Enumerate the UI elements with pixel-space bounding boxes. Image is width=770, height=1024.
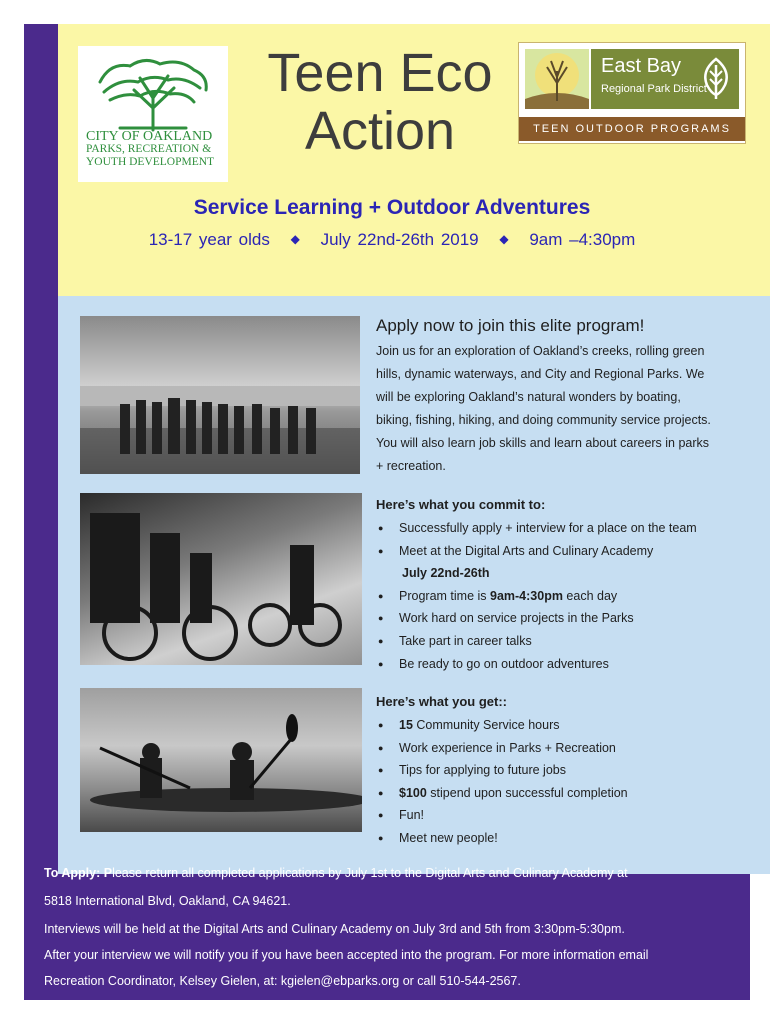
bullet-icon: ●: [378, 720, 384, 730]
list-item: [376, 630, 697, 653]
age-range: 13-17 year olds: [148, 230, 270, 249]
benefits-list: [376, 714, 628, 850]
left-purple-bar: [24, 24, 58, 1000]
commit-heading: Here’s what you commit to:: [376, 497, 546, 512]
oakland-logo-line3: YOUTH DEVELOPMENT: [86, 156, 215, 168]
apply-description: Join us for an exploration of Oakland’s creeks, rolling green hills, dynamic waterways, and City and Regional Parks. We will be exploring Oakland’s natural wonders by boating, biking, fishing, hiking, and doing community service projects. You will also learn job skills and learn about careers in parks + recreation.: [376, 344, 711, 473]
bullet-icon: ●: [378, 613, 384, 624]
diamond-icon: ◆: [290, 232, 300, 246]
bullet-icon: ●: [378, 545, 384, 556]
oakland-logo-line1: CITY OF OAKLAND: [86, 129, 213, 144]
footer-line-3: Interviews will be held at the Digital Arts and Culinary Academy on July 3rd and 5th from 3:30pm-5:30pm.: [44, 922, 625, 936]
list-item: ● $100 stipend upon successful completion: [376, 782, 628, 805]
list-item-text: Work experience in Parks + Recreation: [399, 740, 616, 755]
list-item-text: Take part in career talks: [399, 633, 532, 648]
list-item-text: Work hard on service projects in the Parks: [399, 611, 634, 626]
oakland-logo-text: [86, 130, 226, 169]
list-item-text: Successfully apply + interview for a place on the team: [399, 521, 697, 535]
list-item: [376, 653, 697, 676]
diamond-icon: ◆: [499, 232, 509, 246]
kayakers-photo: [80, 688, 362, 832]
bullet-icon: ●: [378, 590, 384, 601]
city-of-oakland-logo: [78, 46, 228, 182]
bullet-icon: ●: [378, 832, 384, 843]
footer-line-4: After your interview we will notify you if you have been accepted into the program. For more information email: [44, 948, 649, 962]
list-item-text: Meet at the Digital Arts and Culinary Academy: [399, 543, 654, 558]
list-item-dates: [376, 562, 697, 585]
list-item-text: Tips for applying to future jobs: [399, 763, 566, 778]
list-item: [376, 737, 628, 760]
oak-tree-icon: [90, 52, 216, 132]
oakland-logo-line2: PARKS, RECREATION &: [86, 143, 212, 155]
list-item-text: Be ready to go on outdoor adventures: [399, 656, 609, 671]
title-line1: Teen Eco: [267, 43, 493, 103]
group-at-shoreline-photo: [80, 316, 360, 474]
tree-emblem-icon: [525, 49, 589, 109]
footer-line-2: 5818 International Blvd, Oakland, CA 94621.: [44, 894, 291, 908]
footer-line-5: Recreation Coordinator, Kelsey Gielen, at: kgielen@ebparks.org or call 510-544-2567.: [44, 974, 521, 988]
emphasis-text: 15: [399, 718, 413, 732]
cyclists-group-photo: [80, 493, 362, 665]
flyer-title: [250, 44, 510, 160]
get-heading: Here’s what you get::: [376, 694, 507, 709]
east-bay-subname: Regional Park District: [601, 83, 707, 95]
emphasis-text: $100: [399, 785, 427, 800]
emphasis-text: 9am-4:30pm: [490, 588, 563, 603]
teen-outdoor-programs-band: TEEN OUTDOOR PROGRAMS: [519, 117, 745, 141]
bullet-icon: ●: [378, 765, 384, 776]
list-item: [376, 540, 697, 563]
list-item: [376, 759, 628, 782]
list-item-text: July 22nd-26th: [402, 566, 490, 581]
dateline: [34, 230, 750, 250]
program-time: 9am –4:30pm: [529, 230, 636, 249]
list-item: ● 15 Community Service hours: [376, 714, 628, 737]
program-dates: July 22nd-26th 2019: [320, 230, 479, 249]
subtitle: Service Learning + Outdoor Adventures: [193, 196, 591, 219]
list-item: ● Program time is 9am-4:30pm each day: [376, 585, 697, 608]
title-line2: Action: [304, 101, 456, 161]
footer-text: lease return all completed applications by July 1st to the Digital Arts and Culinary Academy at: [112, 866, 628, 880]
apply-heading: Apply now to join this elite program!: [376, 316, 645, 335]
east-bay-name-block: [591, 49, 739, 109]
bullet-icon: ●: [378, 523, 384, 533]
bullet-icon: ●: [378, 742, 384, 753]
leaf-icon: [701, 57, 731, 99]
list-item: [376, 517, 697, 540]
to-apply-label: To Apply: P: [44, 866, 113, 880]
east-bay-name: East Bay: [601, 55, 682, 77]
list-item: [376, 804, 628, 827]
list-item: [376, 827, 628, 850]
bullet-icon: ●: [378, 635, 384, 646]
list-item: [376, 607, 697, 630]
footer-line-1: [44, 866, 628, 880]
list-item-text: Fun!: [399, 808, 425, 823]
commit-list: [376, 517, 697, 675]
east-bay-regional-park-logo: [518, 42, 746, 144]
bullet-icon: ●: [378, 787, 384, 798]
bullet-icon: ●: [378, 658, 384, 669]
list-item-text: Meet new people!: [399, 830, 498, 845]
bullet-icon: ●: [378, 810, 384, 821]
